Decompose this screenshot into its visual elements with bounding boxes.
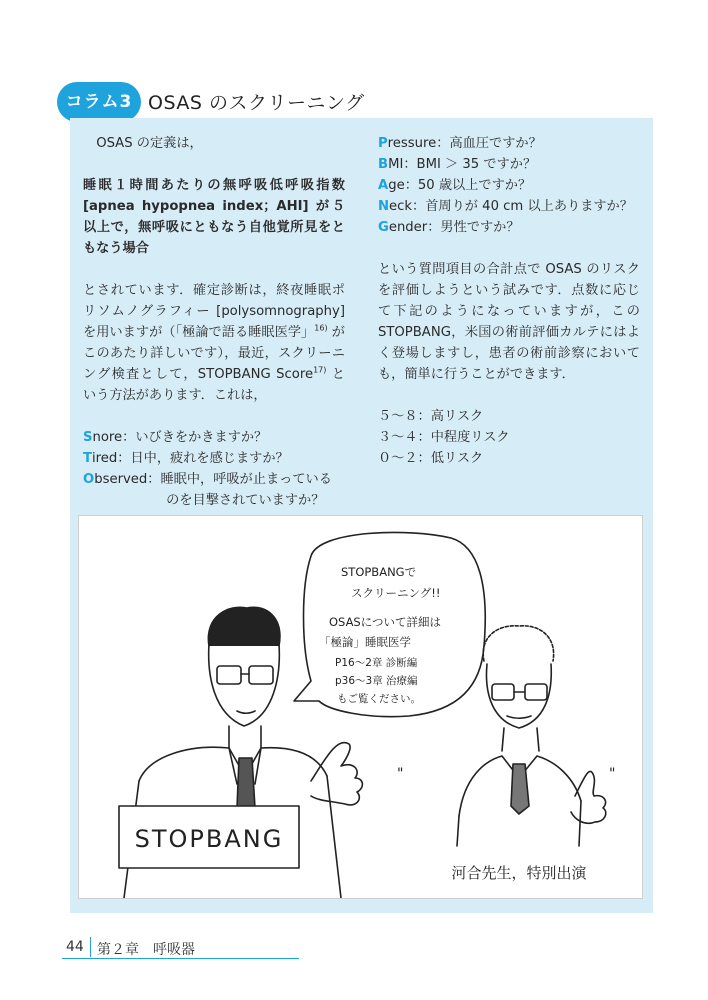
- right-column: [378, 133, 640, 469]
- item-initial: A: [378, 178, 389, 193]
- item-bmi: [378, 154, 640, 175]
- bubble-line: OSASについて詳細は: [329, 615, 442, 629]
- intro-text: OSAS の定義は，: [96, 136, 203, 151]
- left-column: [83, 133, 345, 511]
- citation-17: 17): [313, 365, 327, 375]
- item-observed: [83, 469, 345, 511]
- item-initial: O: [83, 472, 95, 487]
- diagnosis-text-c: という方法があります．これは，: [83, 367, 345, 403]
- bubble-line: P16～2章 診断編: [335, 657, 418, 669]
- stopbang-paragraph: という質問項目の合計点で OSAS のリスクを評価しようという試みです．点数に応じて下記のようになっていますが，この STOPBANG，米国の術前評価カルテにはよく登場しますし，患者の術前診察においても，簡単に行うことができます．: [378, 262, 640, 382]
- sign-text: STOPBANG: [134, 825, 284, 853]
- item-text: ender：男性ですか？: [388, 220, 520, 235]
- quote-mark: ": [609, 766, 616, 782]
- item-text: ge：50 歳以上ですか？: [388, 178, 532, 193]
- diagnosis-paragraph: [83, 280, 345, 406]
- item-initial: G: [378, 220, 389, 235]
- column-title: OSAS のスクリーニング: [148, 92, 365, 114]
- quote-mark: ": [397, 766, 404, 782]
- risk-high: ５～８：高リスク: [378, 409, 484, 424]
- column-badge: コラム3: [57, 82, 141, 122]
- item-initial: S: [83, 430, 93, 445]
- bubble-line: スクリーニング!!: [351, 586, 441, 600]
- chapter-label: 第２章 呼吸器: [97, 942, 195, 958]
- doctor-right-figure: [457, 626, 606, 846]
- illustration-frame: [78, 515, 643, 899]
- item-neck: [378, 196, 640, 217]
- diagnosis-text-a: とされています．確定診断は，終夜睡眠ポリソムノグラフィー [polysomnography] を用いますが（「極論で語る睡眠医学」: [83, 283, 345, 340]
- footer-divider: [90, 937, 91, 957]
- item-text: bserved：睡眠中，呼吸が止まっているのを目撃されていますか？: [94, 472, 332, 508]
- item-snore: [83, 427, 345, 448]
- item-initial: P: [378, 136, 388, 151]
- item-text: nore：いびきをかきますか？: [92, 430, 268, 445]
- bubble-line: 「極論」睡眠医学: [319, 635, 411, 649]
- bubble-line: STOPBANGで: [341, 565, 417, 579]
- page-number: 44: [66, 939, 84, 955]
- item-initial: N: [378, 199, 390, 214]
- item-initial: B: [378, 157, 389, 172]
- item-pressure: [378, 133, 640, 154]
- bubble-line: p36～3章 治療編: [335, 675, 418, 687]
- item-text: MI：BMI ＞ 35 ですか？: [388, 157, 537, 172]
- item-gender: [378, 217, 640, 238]
- bubble-line: もご覧ください。: [337, 693, 421, 705]
- item-initial: T: [83, 451, 92, 466]
- item-text: ressure：高血圧ですか？: [387, 136, 542, 151]
- item-text: ired：日中，疲れを感じますか？: [92, 451, 289, 466]
- osas-definition: 睡眠１時間あたりの無呼吸低呼吸指数 [apnea hypopnea index；AHI] が５以上で，無呼吸にともなう自他覚所見をともなう場合: [83, 178, 345, 256]
- citation-16: 16): [314, 323, 328, 333]
- illustration-caption: 河合先生，特別出演: [451, 864, 587, 882]
- risk-low: ０～２：低リスク: [378, 451, 484, 466]
- diagnosis-text-b: がこのあたり詳しいです），最近，スクリーニング検査として，STOPBANG Score: [83, 325, 345, 382]
- item-age: [378, 175, 640, 196]
- footer-rule: [62, 958, 299, 959]
- item-tired: [83, 448, 345, 469]
- item-text: eck：首周りが 40 cm 以上ありますか？: [389, 199, 633, 214]
- cartoon-illustration: [79, 516, 642, 898]
- risk-mid: ３～４：中程度リスク: [378, 430, 510, 445]
